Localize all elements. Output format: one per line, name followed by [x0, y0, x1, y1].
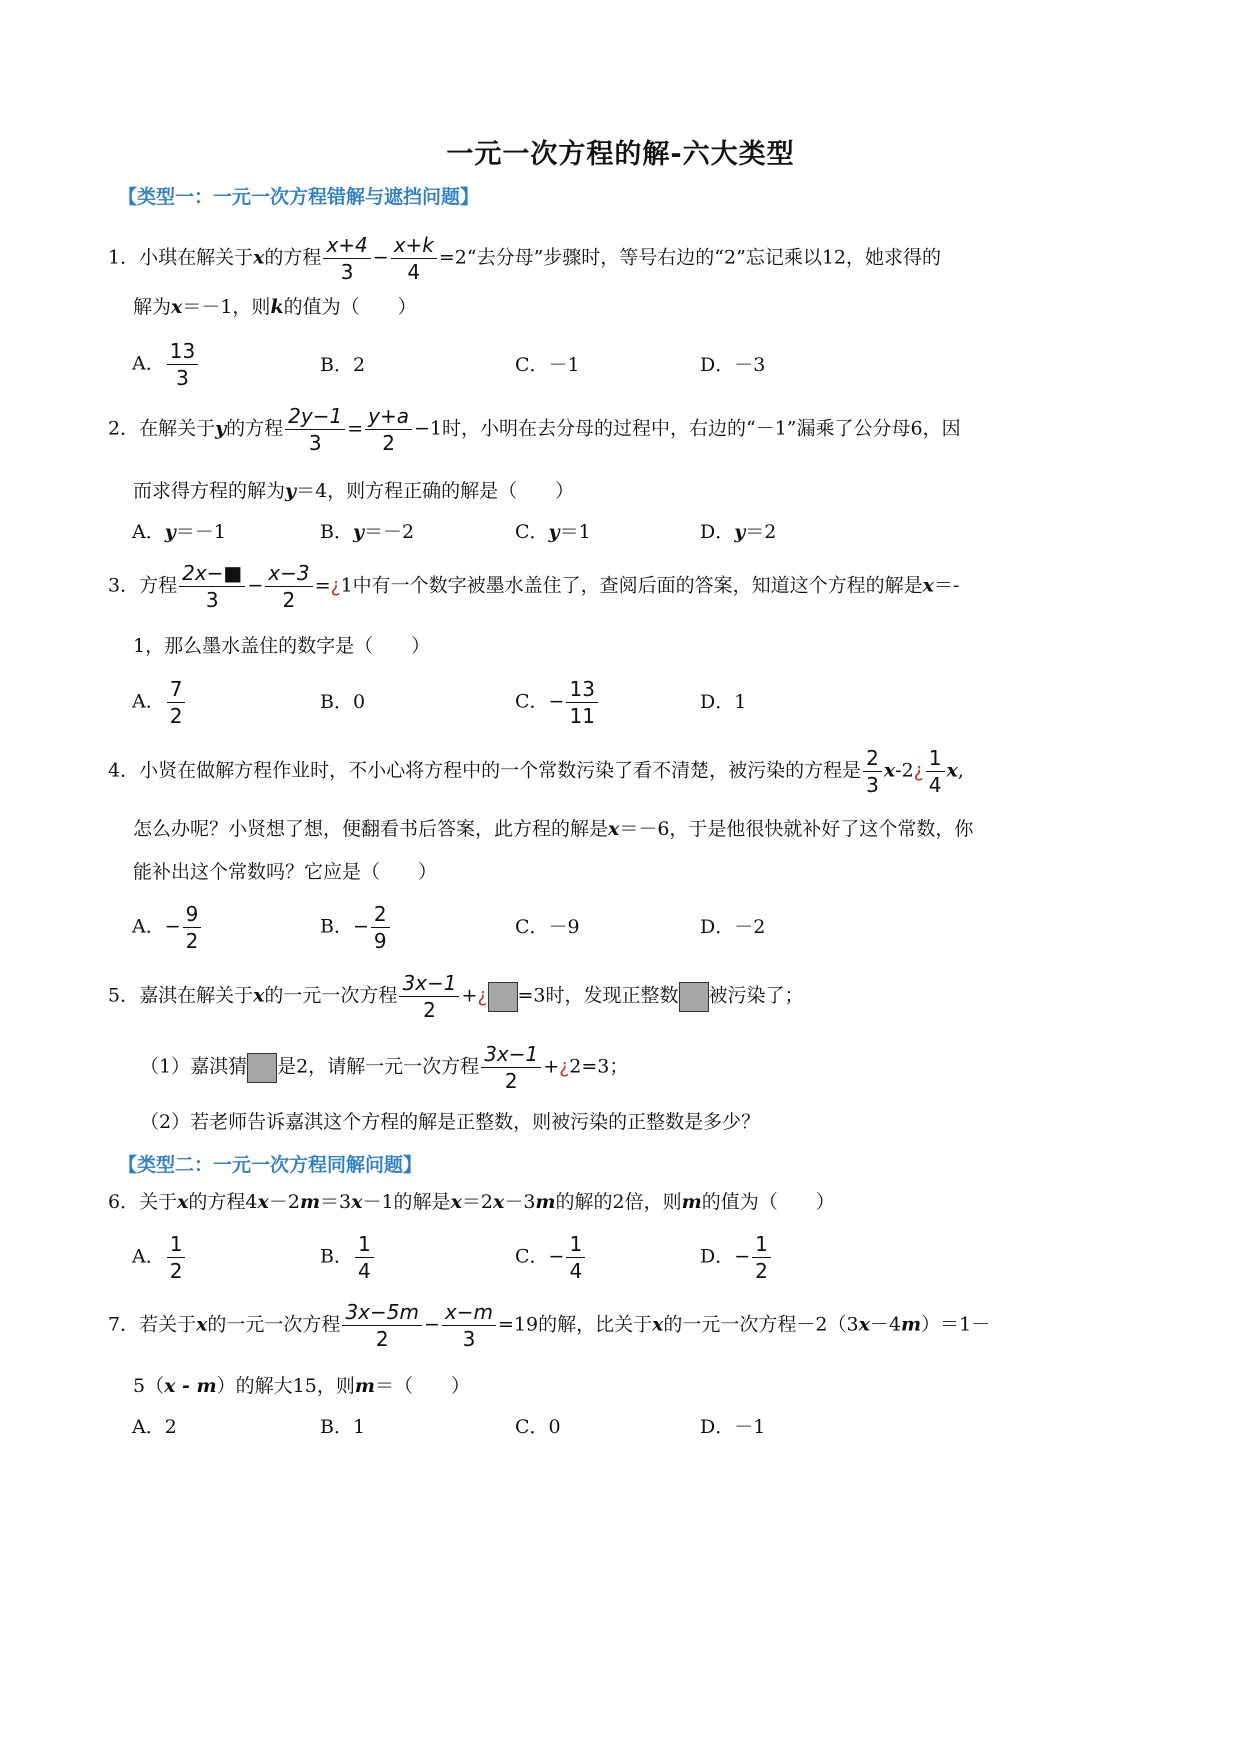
question-3-option-a: A． $\frac{7}{2}$: [132, 676, 187, 729]
question-1-line-1: 1．小琪在解关于x的方程 $\frac{x+4}{3}$ − $\frac{x+k}{4}$ =2“去分母”步骤时，等号右边的“2”忘记乘以12，她求得的: [108, 233, 942, 284]
smudged-number-box: [488, 982, 518, 1012]
page-title: 一元一次方程的解-六大类型: [446, 139, 795, 170]
section-heading-type2: 【类型二：一元一次方程同解问题】: [118, 1154, 423, 1176]
question-5-line-1: 5．嘉淇在解关于x的一元一次方程 $\frac{3x-1}{2}$ +¿ =3时，发现正整数 被污染了；: [108, 971, 804, 1022]
question-3-option-d: D．1: [700, 691, 747, 713]
question-2-option-d: D．y＝2: [700, 521, 777, 543]
question-7-option-d: D．－1: [700, 1416, 766, 1438]
question-3-option-c: C．− $\frac{13}{11}$: [515, 676, 600, 729]
question-7-option-b: B．1: [320, 1416, 366, 1438]
question-2-line-1: 2．在解关于y的方程 $\frac{2y-1}{3}$ = $\frac{y+a}{2}$ −1时，小明在去分母的过程中，右边的“－1”漏乘了公分母6，因: [108, 404, 961, 455]
question-3-line-2: 1，那么墨水盖住的数字是（ ）: [133, 635, 431, 657]
question-1-option-c: C．－1: [515, 354, 580, 376]
question-6-option-a: A． $\frac{1}{2}$: [132, 1231, 187, 1284]
question-2-option-a: A．y＝－1: [132, 521, 226, 543]
question-4-option-d: D．－2: [700, 916, 766, 938]
question-4-option-a: A．− $\frac{9}{2}$: [132, 901, 203, 954]
question-4-line-2: 怎么办呢？小贤想了想，便翻看书后答案，此方程的解是x＝－6，于是他很快就补好了这个常数，你: [133, 818, 974, 840]
q1-fraction-b: $\frac{x+k}{4}$: [391, 232, 437, 285]
question-4-line-3: 能补出这个常数吗？它应是（ ）: [133, 861, 438, 883]
question-7-line-1: 7．若关于x的一元一次方程 $\frac{3x-5m}{2}$ − $\frac{x-m}{3}$ =19的解，比关于x的一元一次方程－2（3x－4m）＝1－: [108, 1300, 991, 1351]
question-6-option-c: C．− $\frac{1}{4}$: [515, 1231, 587, 1284]
question-3-line-1: 3．方程 $\frac{2x-■}{3}$ − $\frac{x-3}{2}$ =¿1中有一个数字被墨水盖住了，查阅后面的答案，知道这个方程的解是x＝-: [108, 561, 960, 612]
question-2-option-c: C．y＝1: [515, 521, 591, 543]
question-2-option-b: B．y＝－2: [320, 521, 415, 543]
question-6-option-b: B． $\frac{1}{4}$: [320, 1231, 376, 1284]
question-6-line-1: 6．关于x的方程4x－2m＝3x－1的解是x＝2x－3m的解的2倍，则m的值为（ ）: [108, 1191, 835, 1213]
question-2-line-2: 而求得方程的解为y＝4，则方程正确的解是（ ）: [133, 480, 575, 502]
question-4-line-1: 4．小贤在做解方程作业时，不小心将方程中的一个常数污染了看不清楚，被污染的方程是 $\frac{2}{3}$ x-2¿ $\frac{1}{4}$ x,: [108, 746, 964, 797]
question-1-option-b: B．2: [320, 354, 366, 376]
question-1-line-2: 解为x＝－1，则k的值为（ ）: [133, 296, 417, 318]
question-1-option-a: A． $\frac{13}{3}$: [132, 338, 200, 391]
question-1-option-d: D．－3: [700, 354, 766, 376]
question-3-option-b: B．0: [320, 691, 366, 713]
question-7-option-a: A．2: [132, 1416, 177, 1438]
question-4-option-b: B．− $\frac{2}{9}$: [320, 901, 392, 954]
q1-fraction-a: $\frac{x+4}{3}$: [323, 232, 370, 285]
section-heading-type1: 【类型一：一元一次方程错解与遮挡问题】: [118, 186, 480, 208]
smudged-number-box: [247, 1053, 277, 1083]
question-5-part-1: （1）嘉淇猜 是2，请解一元一次方程 $\frac{3x-1}{2}$ +¿2=3；: [140, 1042, 629, 1093]
question-7-line-2: 5（x - m）的解大15，则m＝（ ）: [133, 1375, 470, 1397]
question-6-option-d: D．− $\frac{1}{2}$: [700, 1231, 773, 1284]
smudged-number-box: [679, 982, 709, 1012]
question-7-option-c: C．0: [515, 1416, 561, 1438]
question-5-part-2: （2）若老师告诉嘉淇这个方程的解是正整数，则被污染的正整数是多少？: [140, 1111, 761, 1133]
question-4-option-c: C．－9: [515, 916, 580, 938]
